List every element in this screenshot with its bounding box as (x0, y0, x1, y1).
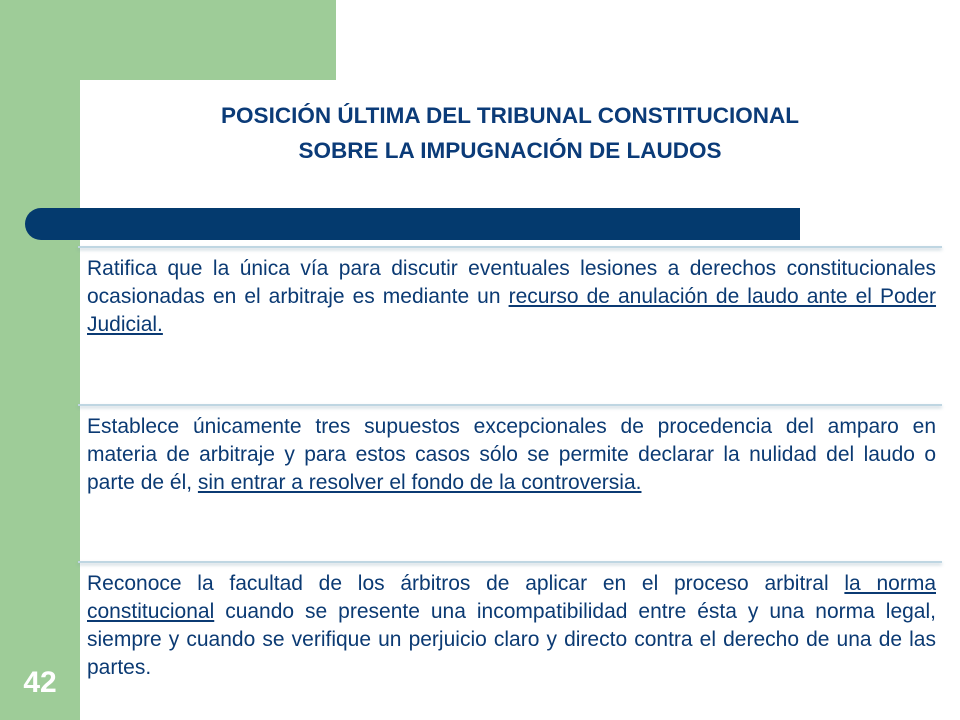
bullet-separator (78, 404, 942, 406)
decorative-green-left-band (0, 0, 80, 720)
bullet-3-underlined-text: la norma constitucional (87, 572, 936, 623)
bullet-2 (87, 413, 936, 497)
bullet-separator (78, 561, 942, 563)
bullet-1 (87, 255, 936, 339)
bullet-1-text: Ratifica que la única vía para discutir eventuales lesiones a derechos constitucionales ocasionadas en el arbitraje es mediante un (87, 257, 936, 308)
slide-number: 42 (23, 666, 57, 699)
bullet-2-text: Establece únicamente tres supuestos excepcionales de procedencia del amparo en materia de arbitraje y para estos casos sólo se permite declarar la nulidad del laudo o parte de él, (87, 415, 936, 494)
slide-title-line-2: SOBRE LA IMPUGNACIÓN DE LAUDOS (298, 138, 722, 163)
bullet-1-underlined-text: recurso de anulación de laudo ante el Poder Judicial. (87, 285, 937, 336)
bullet-2-underlined-text: sin entrar a resolver el fondo de la controversia. (197, 471, 642, 494)
bullet-3-text: Reconoce la facultad de los árbitros de aplicar en el proceso arbitral (87, 572, 845, 595)
bullet-separator (78, 246, 942, 248)
slide-title-line-1: POSICIÓN ÚLTIMA DEL TRIBUNAL CONSTITUCIONAL (221, 103, 799, 128)
bullet-3-trailing-text: cuando se presente una incompatibilidad entre ésta y una norma legal, siempre y cuando se verifique un perjuicio claro y directo contra el derecho de una de las partes. (87, 600, 936, 679)
bullet-3 (87, 570, 936, 682)
title-underline-bar (25, 208, 800, 240)
slide-title (110, 98, 910, 168)
